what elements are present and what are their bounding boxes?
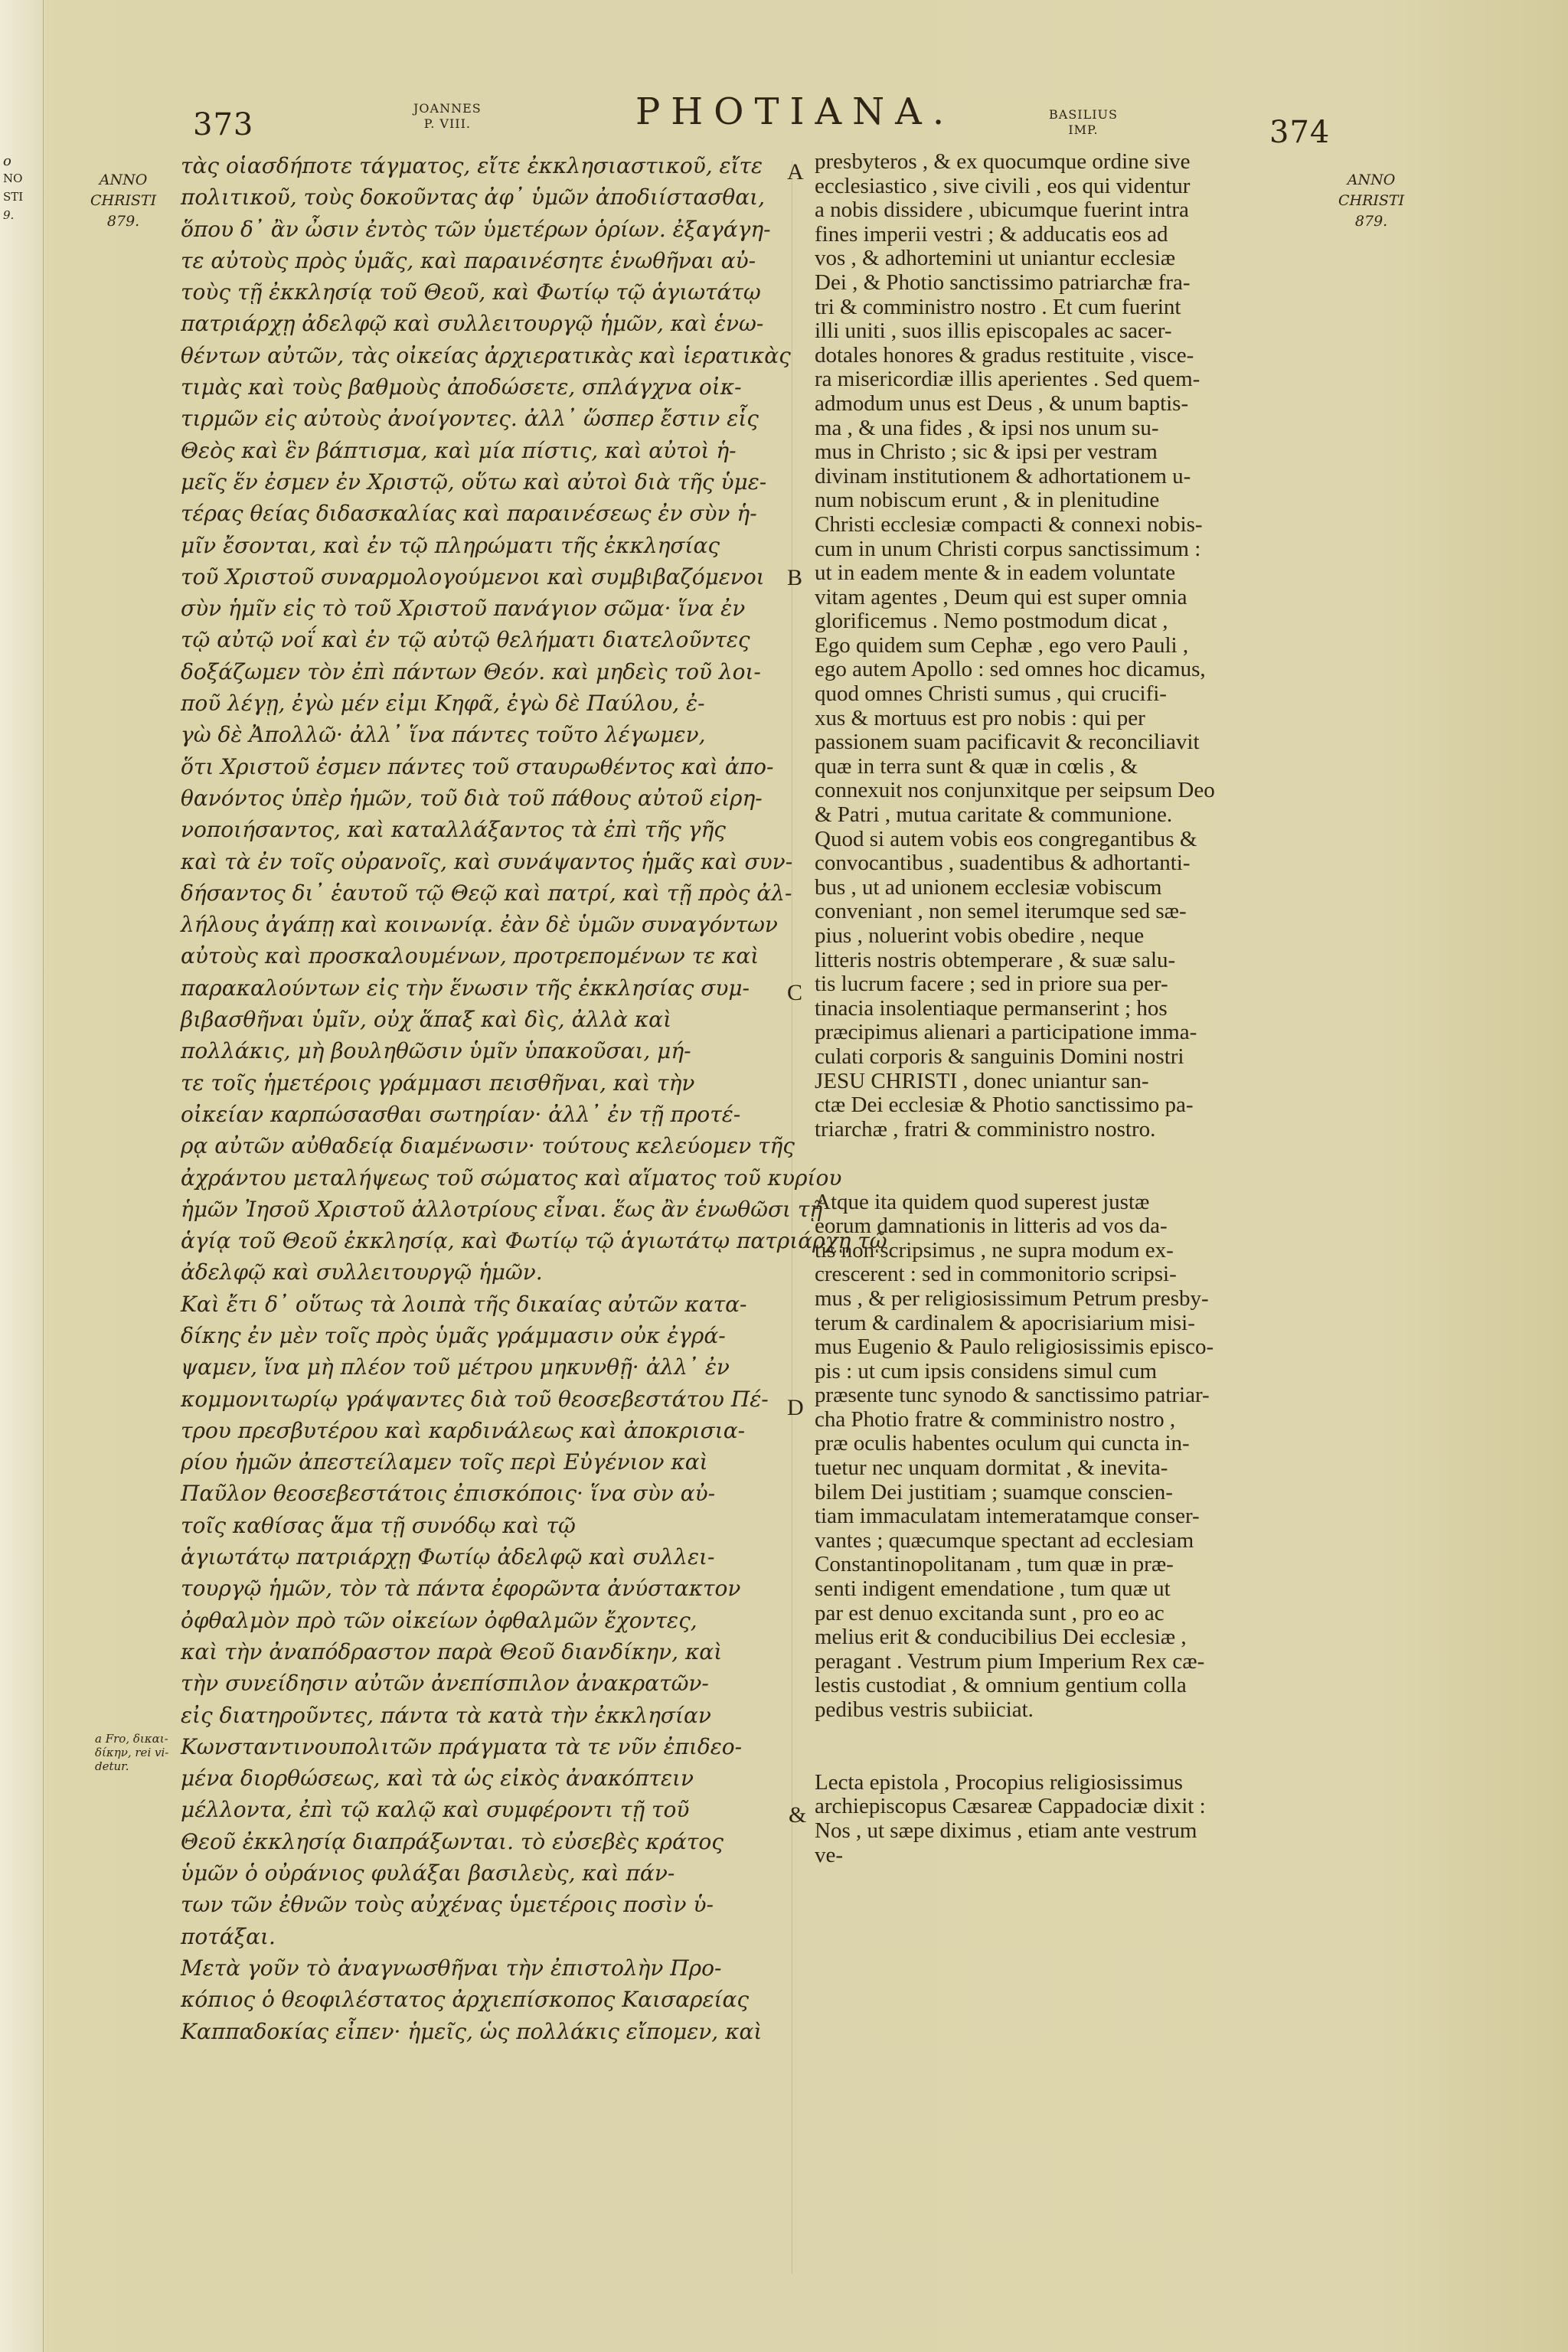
- greek-text-line: Κωνσταντινουπολιτῶν πράγματα τὰ τε νῦν ἐπιδεο-: [181, 1733, 743, 1759]
- latin-text-line: crescerent : sed in commonitorio scripsi-: [815, 1262, 1177, 1287]
- latin-text-line: xus & mortuus est pro nobis : qui per: [815, 705, 1145, 730]
- margin-note-right-line2: CHRISTI: [1338, 192, 1405, 209]
- greek-text-line: τέρας θείας διδασκαλίας καὶ παραινέσεως ἐν σὺν ἡ-: [181, 501, 757, 527]
- latin-text-line: a nobis dissidere , ubicumque fuerint intra: [815, 198, 1189, 223]
- greek-text-line: Θεὸς καὶ ἓν βάπτισμα, καὶ μία πίστις, καὶ αὐτοὶ ἡ-: [181, 437, 737, 463]
- greek-text-line: μεῖς ἕν ἐσμεν ἐν Χριστῷ, οὕτω καὶ αὐτοὶ διὰ τῆς ὑμε-: [181, 469, 767, 495]
- greek-text-line: ὑμῶν ὁ οὐράνιος φυλάξαι βασιλεὺς, καὶ πάν-: [181, 1860, 675, 1886]
- greek-text-line: πολλάκις, μὴ βουληθῶσιν ὑμῖν ὑπακοῦσαι, μή-: [181, 1038, 691, 1064]
- greek-text-line: νοποιήσαντος, καὶ καταλλάξαντος τὰ ἐπὶ τῆς γῆς: [181, 817, 726, 843]
- latin-text-line: eorum damnationis in litteris ad vos da-: [815, 1214, 1168, 1239]
- prev-page-fragment-4: 9.: [3, 208, 15, 222]
- latin-text-line: ve-: [815, 1842, 844, 1867]
- latin-text-line: tinacia insolentiaque permanserint ; hos: [815, 995, 1168, 1021]
- greek-text-line: ἁγιωτάτῳ πατριάρχῃ Φωτίῳ ἀδελφῷ καὶ συλλει-: [181, 1544, 715, 1570]
- greek-text-line: τῷ αὐτῷ νοΐ καὶ ἐν τῷ αὐτῷ θελήματι διατελοῦντες: [181, 627, 750, 653]
- latin-text-line: cha Photio fratre & comministro nostro ,: [815, 1406, 1176, 1432]
- greek-text-line: λήλους ἀγάπῃ καὶ κοινωνίᾳ. ἐὰν δὲ ὑμῶν συναγόντων: [181, 912, 778, 938]
- greek-text-line: καὶ τὴν ἀναπόδραστον παρὰ Θεοῦ διανδίκην, καὶ: [181, 1638, 723, 1664]
- running-head-right-line2: IMP.: [1068, 122, 1099, 137]
- greek-text-line: ὅπου δ᾽ ἂν ὦσιν ἐντὸς τῶν ὑμετέρων ὁρίων. ἐξαγάγη-: [181, 216, 771, 242]
- latin-text-line: præ oculis habentes oculum qui cuncta in-: [815, 1431, 1190, 1456]
- section-letter-ampersand: &: [789, 1802, 807, 1828]
- latin-text-line: [815, 1142, 1320, 1166]
- latin-text-line: vitam agentes , Deum qui est super omnia: [815, 584, 1187, 609]
- latin-text-line: fines imperii vestri ; & adducatis eos ad: [815, 221, 1168, 247]
- greek-text-line: ὅτι Χριστοῦ ἐσμεν πάντες τοῦ σταυρωθέντος καὶ ἀπο-: [181, 753, 774, 779]
- greek-text-line: δίκης ἐν μὲν τοῖς πρὸς ὑμᾶς γράμμασιν οὐκ ἐγρά-: [181, 1322, 726, 1348]
- latin-text-line: ego autem Apollo : sed omnes hoc dicamus,: [815, 657, 1206, 682]
- greek-text-line: Μετὰ γοῦν τὸ ἀναγνωσθῆναι τὴν ἐπιστολὴν Προ-: [181, 1955, 722, 1981]
- latin-text-line: [815, 1723, 1320, 1747]
- latin-text-line: litteris nostris obtemperare , & suæ salu-: [815, 947, 1176, 972]
- margin-note-right-line1: ANNO: [1347, 172, 1396, 188]
- side-note-line3: detur.: [95, 1759, 129, 1773]
- section-letter-b: B: [787, 565, 803, 590]
- greek-text-line: Θεοῦ ἐκκλησίᾳ διαπράξωνται. τὸ εὐσεβὲς κράτος: [181, 1828, 724, 1854]
- greek-text-line: τιρμῶν εἰς αὐτοὺς ἀνοίγοντες. ἀλλ᾽ ὥσπερ ἔστιν εἷς: [181, 406, 759, 432]
- greek-text-line: ποῦ λέγῃ, ἐγὼ μέν εἰμι Κηφᾶ, ἐγὼ δὲ Παύλου, ἐ-: [181, 691, 705, 717]
- greek-text-line: γὼ δὲ Ἀπολλῶ· ἀλλ᾽ ἵνα πάντες τοῦτο λέγωμεν,: [181, 722, 706, 748]
- latin-text-column: [815, 150, 1320, 1867]
- latin-text-line: passionem suam pacificavit & reconciliavit: [815, 730, 1200, 755]
- greek-text-line: μένα διορθώσεως, καὶ τὰ ὡς εἰκὸς ἀνακόπτειν: [181, 1766, 694, 1792]
- latin-text-line: Atque ita quidem quod superest justæ: [815, 1189, 1150, 1214]
- greek-text-line: βιβασθῆναι ὑμῖν, οὐχ ἅπαξ καὶ δὶς, ἀλλὰ καὶ: [181, 1007, 672, 1033]
- greek-text-line: ἁγίᾳ τοῦ Θεοῦ ἐκκλησίᾳ, καὶ Φωτίῳ τῷ ἁγιωτάτῳ πατριάρχῃ τῷ: [181, 1228, 887, 1254]
- latin-text-line: culati corporis & sanguinis Domini nostri: [815, 1044, 1184, 1069]
- greek-text-line: σὺν ἡμῖν εἰς τὸ τοῦ Χριστοῦ πανάγιον σῶμα· ἵνα ἐν: [181, 596, 746, 622]
- greek-text-line: Καππαδοκίας εἶπεν· ἡμεῖς, ὡς πολλάκις εἴπομεν, καὶ: [181, 2018, 763, 2044]
- latin-text-line: ra misericordiæ illis aperientes . Sed quem-: [815, 367, 1200, 392]
- latin-text-line: triarchæ , fratri & comministro nostro.: [815, 1116, 1156, 1142]
- latin-text-line: præsente tunc synodo & sanctissimo patriar-: [815, 1383, 1210, 1408]
- greek-text-line: καὶ τὰ ἐν τοῖς οὐρανοῖς, καὶ συνάψαντος ἡμᾶς καὶ συν-: [181, 848, 793, 874]
- greek-text-line: δοξάζωμεν τὸν ἐπὶ πάντων Θεόν. καὶ μηδεὶς τοῦ λοι-: [181, 658, 761, 684]
- greek-text-line: δήσαντος δι᾽ ἑαυτοῦ τῷ Θεῷ καὶ πατρί, καὶ τῇ πρὸς ἀλ-: [181, 880, 792, 906]
- latin-text-line: illi uniti , suos illis episcopales ac sacer-: [815, 318, 1172, 344]
- latin-text-line: connexuit nos conjunxitque per seipsum Deo: [815, 778, 1215, 803]
- running-head-right: [1049, 107, 1118, 138]
- greek-text-line: τιμὰς καὶ τοὺς βαθμοὺς ἀποδώσετε, σπλάγχνα οἰκ-: [181, 374, 742, 400]
- prev-page-fragment-3: STI: [3, 190, 24, 204]
- latin-text-line: tis lucrum facere ; sed in priore sua per-: [815, 972, 1168, 997]
- margin-note-left-line1: ANNO: [99, 172, 148, 188]
- latin-text-line: tri & comministro nostro . Et cum fuerint: [815, 294, 1181, 319]
- latin-text-line: divinam institutionem & adhortationem u-: [815, 463, 1191, 488]
- latin-text-line: quæ in terra sunt & quæ in cœlis , &: [815, 753, 1138, 779]
- page-number-right: 374: [1269, 115, 1331, 150]
- greek-text-line: μῖν ἔσονται, καὶ ἐν τῷ πληρώματι τῆς ἐκκλησίας: [181, 532, 720, 558]
- greek-text-line: ρίου ἡμῶν ἀπεστείλαμεν τοῖς περὶ Εὐγένιον καὶ: [181, 1449, 708, 1475]
- latin-text-line: archiepiscopus Cæsareæ Cappadociæ dixit :: [815, 1794, 1206, 1819]
- greek-text-line: Καὶ ἔτι δ᾽ οὕτως τὰ λοιπὰ τῆς δικαίας αὐτῶν κατα-: [181, 1291, 747, 1317]
- section-letter-d: D: [787, 1395, 804, 1420]
- previous-page-edge: [0, 0, 44, 2352]
- greek-text-line: θέντων αὐτῶν, τὰς οἰκείας ἀρχιερατικὰς καὶ ἱερατικὰς: [181, 342, 791, 368]
- greek-text-line: θανόντος ὑπὲρ ἡμῶν, τοῦ διὰ τοῦ πάθους αὐτοῦ εἰρη-: [181, 785, 763, 811]
- page-title: PHOTIANA.: [635, 90, 956, 133]
- latin-text-line: conveniant , non semel iterumque sed sæ-: [815, 899, 1187, 924]
- margin-note-right-line3: 879.: [1354, 213, 1388, 230]
- latin-text-line: bus , ut ad unionem ecclesiæ vobiscum: [815, 874, 1162, 900]
- running-head-left: [413, 101, 482, 132]
- latin-text-line: [815, 1746, 1320, 1771]
- latin-text-line: glorificemus . Nemo postmodum dicat ,: [815, 609, 1168, 634]
- latin-text-line: vos , & adhortemini ut uniantur ecclesiæ: [815, 246, 1176, 271]
- latin-text-line: JESU CHRISTI , donec uniantur san-: [815, 1068, 1149, 1093]
- margin-note-year-left: [90, 170, 156, 232]
- running-head-left-line2: P. VIII.: [423, 116, 472, 131]
- latin-text-line: [815, 1166, 1320, 1191]
- latin-text-line: mus , & per religiosissimum Petrum presby-: [815, 1285, 1209, 1311]
- latin-text-line: par est denuo excitanda sunt , pro eo ac: [815, 1600, 1165, 1625]
- latin-text-line: Lecta epistola , Procopius religiosissimus: [815, 1769, 1183, 1795]
- latin-text-line: ut in eadem mente & in eadem voluntate: [815, 560, 1176, 586]
- latin-text-line: pedibus vestris subiiciat.: [815, 1697, 1034, 1722]
- latin-text-line: & Patri , mutua caritate & communione.: [815, 802, 1173, 828]
- greek-text-line: πατριάρχῃ ἀδελφῷ καὶ συλλειτουργῷ ἡμῶν, καὶ ἑνω-: [181, 311, 764, 337]
- greek-text-line: τοῖς καθίσας ἅμα τῇ συνόδῳ καὶ τῷ: [181, 1512, 576, 1538]
- greek-text-line: τε αὐτοὺς πρὸς ὑμᾶς, καὶ παραινέσητε ἑνωθῆναι αὐ-: [181, 247, 756, 273]
- greek-text-line: μέλλοντα, ἐπὶ τῷ καλῷ καὶ συμφέροντι τῇ τοῦ: [181, 1797, 690, 1823]
- latin-text-line: ma , & una fides , & ipsi nos unum su-: [815, 415, 1159, 440]
- latin-text-line: tis non scripsimus , ne supra modum ex-: [815, 1237, 1174, 1263]
- latin-text-line: tuetur nec unquam dormitat , & inevita-: [815, 1455, 1168, 1481]
- latin-text-line: Quod si autem vobis eos congregantibus &: [815, 826, 1197, 851]
- greek-text-line: ψαμεν, ἵνα μὴ πλέον τοῦ μέτρου μηκυνθῇ· ἀλλ᾽ ἐν: [181, 1354, 730, 1380]
- latin-text-line: num nobiscum erunt , & in plenitudine: [815, 488, 1160, 513]
- section-letter-a: A: [787, 159, 804, 185]
- latin-text-line: terum & cardinalem & apocrisiarium misi-: [815, 1310, 1195, 1335]
- greek-text-line: τουργῷ ἡμῶν, τὸν τὰ πάντα ἐφορῶντα ἀνύστακτον: [181, 1576, 741, 1602]
- latin-text-line: admodum unus est Deus , & unum baptis-: [815, 390, 1189, 416]
- latin-text-line: præcipimus alienari a participatione imma-: [815, 1020, 1197, 1045]
- side-note-line2: δίκην, rei vi-: [95, 1746, 169, 1759]
- greek-text-line: εἰς διατηροῦντες, πάντα τὰ κατὰ τὴν ἐκκλησίαν: [181, 1702, 711, 1728]
- prev-page-fragment-1: o: [3, 153, 11, 169]
- latin-text-line: lestis custodiat , & omnium gentium colla: [815, 1673, 1187, 1698]
- latin-text-line: tiam immaculatam intemeratamque conser-: [815, 1504, 1200, 1529]
- latin-text-line: melius erit & conducibilius Dei ecclesiæ ,: [815, 1625, 1187, 1650]
- latin-text-line: ctæ Dei ecclesiæ & Photio sanctissimo pa-: [815, 1093, 1194, 1118]
- latin-text-line: quod omnes Christi sumus , qui crucifi-: [815, 681, 1167, 707]
- margin-note-left-line2: CHRISTI: [90, 192, 157, 209]
- side-note-line1: a Fro, δικαι-: [95, 1732, 168, 1746]
- greek-text-line: Παῦλον θεοσεβεστάτοις ἐπισκόποις· ἵνα σὺν αὐ-: [181, 1481, 716, 1507]
- page-number-left: 373: [193, 107, 254, 142]
- greek-text-line: ποτάξαι.: [181, 1923, 276, 1949]
- latin-text-line: bilem Dei justitiam ; suamque conscien-: [815, 1479, 1173, 1504]
- greek-text-line: ἀχράντου μεταλήψεως τοῦ σώματος καὶ αἵματος τοῦ κυρίου: [181, 1165, 842, 1191]
- latin-text-line: ecclesiastico , sive civili , eos qui videntur: [815, 173, 1191, 198]
- greek-text-line: αὐτοὺς καὶ προσκαλουμένων, προτρεπομένων τε καὶ: [181, 943, 760, 969]
- latin-text-line: dotales honores & gradus restituite , visce-: [815, 342, 1194, 368]
- margin-side-note: [95, 1732, 168, 1773]
- latin-text-line: Ego quidem sum Cephæ , ego vero Pauli ,: [815, 632, 1189, 658]
- running-head-right-line1: BASILIUS: [1049, 107, 1118, 122]
- latin-text-line: senti indigent emendatione , tum quæ ut: [815, 1576, 1171, 1602]
- greek-text-line: κομμονιτωρίῳ γράψαντες διὰ τοῦ θεοσεβεστάτου Πέ-: [181, 1386, 769, 1412]
- latin-text-line: mus in Christo ; sic & ipsi per vestram: [815, 439, 1158, 465]
- latin-text-line: convocantibus , suadentibus & adhortanti-: [815, 851, 1191, 876]
- greek-text-line: ἀδελφῷ καὶ συλλειτουργῷ ἡμῶν.: [181, 1259, 543, 1285]
- latin-text-line: peragant . Vestrum pium Imperium Rex cæ-: [815, 1648, 1205, 1674]
- latin-text-line: cum in unum Christi corpus sanctissimum :: [815, 536, 1201, 561]
- latin-text-line: Nos , ut sæpe diximus , etiam ante vestrum: [815, 1818, 1197, 1843]
- greek-text-line: κόπιος ὁ θεοφιλέστατος ἀρχιεπίσκοπος Καισαρείας: [181, 1987, 750, 2013]
- latin-text-line: vantes ; quæcumque spectant ad ecclesiam: [815, 1527, 1194, 1553]
- greek-text-line: των τῶν ἐθνῶν τοὺς αὐχένας ὑμετέροις ποσὶν ὑ-: [181, 1892, 714, 1918]
- latin-text-line: Constantinopolitanam , tum quæ in præ-: [815, 1552, 1174, 1577]
- greek-text-line: τὰς οἱασδήποτε τάγματος, εἴτε ἐκκλησιαστικοῦ, εἴτε: [181, 153, 763, 178]
- greek-text-line: παρακαλούντων εἰς τὴν ἕνωσιν τῆς ἐκκλησίας συμ-: [181, 975, 750, 1001]
- latin-text-line: pis : ut cum ipsis considens simul cum: [815, 1358, 1158, 1383]
- margin-note-year-right: [1338, 170, 1404, 232]
- latin-text-line: Christi ecclesiæ compacti & connexi nobis-: [815, 511, 1203, 537]
- greek-text-line: τοὺς τῇ ἐκκλησίᾳ τοῦ Θεοῦ, καὶ Φωτίῳ τῷ ἁγιωτάτῳ: [181, 279, 761, 305]
- greek-text-line: τε τοῖς ἡμετέροις γράμμασι πεισθῆναι, καὶ τὴν: [181, 1070, 695, 1096]
- greek-text-line: τὴν συνείδησιν αὐτῶν ἀνεπίσπιλον ἀνακρατῶν-: [181, 1671, 709, 1697]
- greek-text-line: τρου πρεσβυτέρου καὶ καρδινάλεως καὶ ἀποκρισια-: [181, 1417, 746, 1443]
- greek-text-line: πολιτικοῦ, τοὺς δοκοῦντας ἀφ᾽ ὑμῶν ἀποδιίστασθαι,: [181, 185, 766, 211]
- latin-text-line: pius , noluerint vobis obedire , neque: [815, 923, 1145, 948]
- section-letter-c: C: [787, 980, 803, 1005]
- margin-note-left-line3: 879.: [106, 213, 140, 230]
- greek-text-line: ἡμῶν Ἰησοῦ Χριστοῦ ἀλλοτρίους εἶναι. ἕως ἂν ἑνωθῶσι τῇ: [181, 1196, 823, 1222]
- latin-text-line: mus Eugenio & Paulo religiosissimis episco-: [815, 1334, 1214, 1360]
- latin-text-line: presbyteros , & ex quocumque ordine sive: [815, 149, 1191, 174]
- greek-text-line: τοῦ Χριστοῦ συναρμολογούμενοι καὶ συμβιβαζόμενοι: [181, 564, 765, 590]
- prev-page-fragment-2: NO: [3, 172, 23, 185]
- greek-text-line: ὀφθαλμὸν πρὸ τῶν οἰκείων ὀφθαλμῶν ἔχοντες,: [181, 1607, 697, 1633]
- greek-text-line: οἰκείαν καρπώσασθαι σωτηρίαν· ἀλλ᾽ ἐν τῇ προτέ-: [181, 1101, 741, 1127]
- latin-text-line: Dei , & Photio sanctissimo patriarchæ fra-: [815, 270, 1191, 295]
- running-head-left-line1: JOANNES: [413, 101, 482, 116]
- greek-text-line: ρᾳ αὐτῶν αὐθαδείᾳ διαμένωσιν· τούτους κελεύομεν τῆς: [181, 1133, 795, 1159]
